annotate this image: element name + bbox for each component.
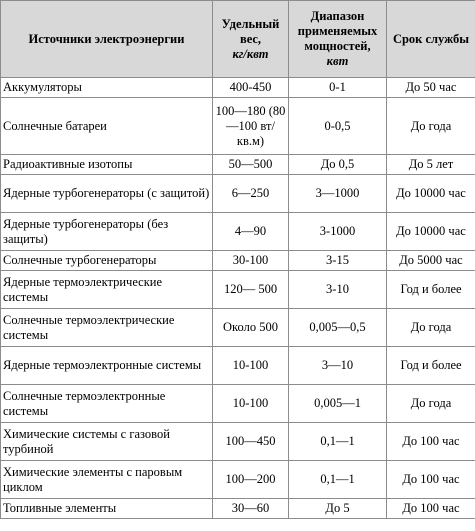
- table-row: [1, 98, 475, 155]
- cell-range: До 0,5: [289, 155, 387, 175]
- cell-range: 3-10: [289, 271, 387, 309]
- cell-life: До 5000 час: [387, 251, 475, 271]
- cell-life: До года: [387, 98, 475, 155]
- cell-range: 0,1—1: [289, 461, 387, 499]
- cell-source: Солнечные турбогенераторы: [1, 251, 213, 271]
- cell-source: Радиоактивные изотопы: [1, 155, 213, 175]
- table-row: [1, 213, 475, 251]
- cell-weight: 50—500: [213, 155, 289, 175]
- header-life-label: Срок службы: [392, 31, 470, 46]
- cell-source: Ядерные турбогенераторы (с защитой): [1, 175, 213, 213]
- table-row: [1, 347, 475, 385]
- cell-weight: 100—450: [213, 423, 289, 461]
- table-row: [1, 385, 475, 423]
- cell-source: Аккумуляторы: [1, 78, 213, 98]
- table-row: [1, 78, 475, 98]
- table-row: [1, 309, 475, 347]
- cell-range: До 5: [289, 499, 387, 519]
- cell-weight: 120— 500: [213, 271, 289, 309]
- cell-life: До 10000 час: [387, 213, 475, 251]
- cell-range: 0-0,5: [289, 98, 387, 155]
- cell-weight: 100—200: [213, 461, 289, 499]
- cell-weight: 4—90: [213, 213, 289, 251]
- table-row: [1, 155, 475, 175]
- cell-life: До 10000 час: [387, 175, 475, 213]
- header-range-unit: квт: [326, 54, 349, 68]
- cell-source: Ядерные термоэлектрические системы: [1, 271, 213, 309]
- table-row: [1, 423, 475, 461]
- cell-weight: Около 500: [213, 309, 289, 347]
- cell-range: 3—10: [289, 347, 387, 385]
- table-row: [1, 251, 475, 271]
- cell-life: Год и более: [387, 271, 475, 309]
- cell-range: 0,005—1: [289, 385, 387, 423]
- cell-life: До года: [387, 385, 475, 423]
- cell-range: 3-15: [289, 251, 387, 271]
- table-row: [1, 271, 475, 309]
- cell-source: Солнечные батареи: [1, 98, 213, 155]
- cell-range: 0,005—0,5: [289, 309, 387, 347]
- cell-weight: 30-100: [213, 251, 289, 271]
- cell-range: 3—1000: [289, 175, 387, 213]
- cell-source: Солнечные термоэлектронные системы: [1, 385, 213, 423]
- cell-life: До 100 час: [387, 423, 475, 461]
- cell-weight: 10-100: [213, 385, 289, 423]
- header-source-label: Источники электроэнергии: [28, 31, 185, 46]
- cell-range: 0,1—1: [289, 423, 387, 461]
- cell-life: Год и более: [387, 347, 475, 385]
- header-row: [1, 1, 475, 78]
- cell-life: До 100 час: [387, 499, 475, 519]
- cell-life: До 100 час: [387, 461, 475, 499]
- header-range: [289, 1, 387, 78]
- cell-range: 3-1000: [289, 213, 387, 251]
- header-weight-title: Удельный вес,: [221, 16, 280, 46]
- header-range-title: Диапазон применяемых мощностей,: [297, 9, 378, 53]
- cell-weight: 6—250: [213, 175, 289, 213]
- table-body: [1, 78, 475, 519]
- cell-weight: 30—60: [213, 499, 289, 519]
- cell-source: Химические элементы с паровым циклом: [1, 461, 213, 499]
- table-header: [1, 1, 475, 78]
- cell-weight: 10-100: [213, 347, 289, 385]
- cell-source: Солнечные термоэлектрические системы: [1, 309, 213, 347]
- header-life: [387, 1, 475, 78]
- cell-life: До 5 лет: [387, 155, 475, 175]
- header-weight: [213, 1, 289, 78]
- header-weight-unit: кг/квт: [232, 46, 269, 61]
- cell-source: Химические системы с газовой турбиной: [1, 423, 213, 461]
- cell-life: До года: [387, 309, 475, 347]
- table-row: [1, 175, 475, 213]
- cell-weight: 400-450: [213, 78, 289, 98]
- cell-range: 0-1: [289, 78, 387, 98]
- cell-source: Ядерные термоэлектронные системы: [1, 347, 213, 385]
- cell-source: Топливные элементы: [1, 499, 213, 519]
- cell-weight: 100—180 (80—100 вт/кв.м): [213, 98, 289, 155]
- cell-life: До 50 час: [387, 78, 475, 98]
- cell-source: Ядерные турбогенераторы (без защиты): [1, 213, 213, 251]
- table-row: [1, 499, 475, 519]
- table-row: [1, 461, 475, 499]
- header-source: [1, 1, 213, 78]
